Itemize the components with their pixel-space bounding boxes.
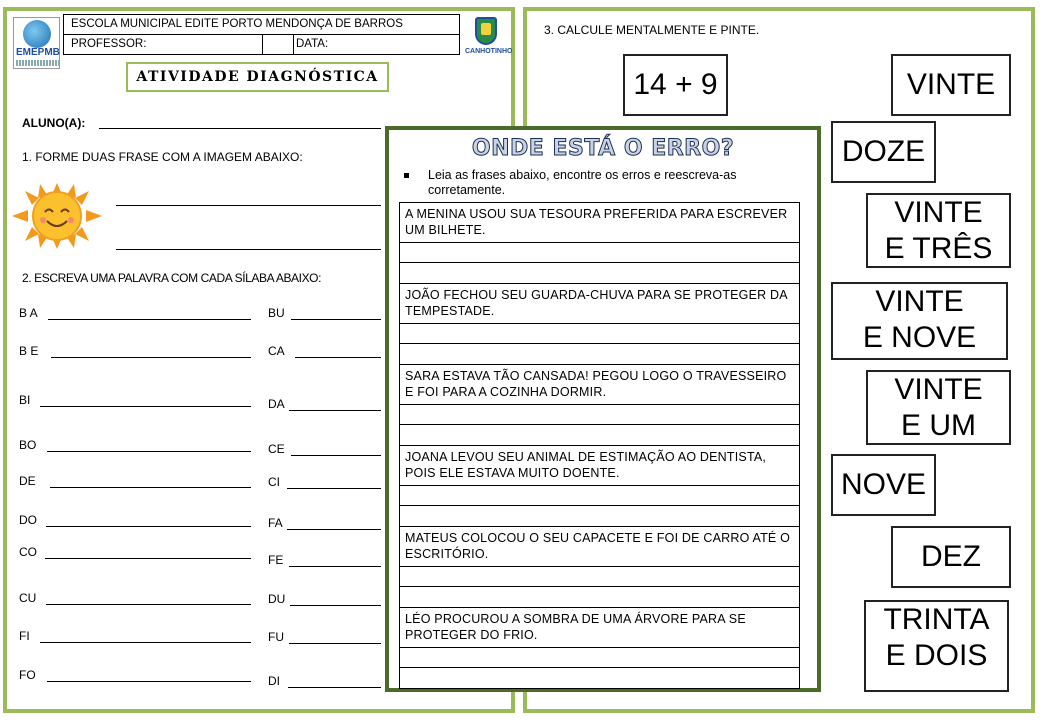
rewrite-line[interactable] <box>400 324 799 344</box>
answer-option-box[interactable] <box>831 454 936 516</box>
sentence-line-1[interactable] <box>116 205 381 206</box>
syllable-answer-line[interactable] <box>48 319 251 320</box>
sun-icon <box>12 183 102 249</box>
question-2: 2. ESCREVA UMA PALAVRA COM CADA SÍLABA ABAIXO: <box>22 271 322 285</box>
syllable-label: B E <box>19 344 39 358</box>
rewrite-line[interactable] <box>400 486 799 506</box>
bullet-icon <box>404 173 409 178</box>
syllable-label: DA <box>268 397 285 411</box>
answer-option-text: E DOIS <box>885 639 988 672</box>
answer-option-text: DEZ <box>921 540 981 573</box>
panel-title: ONDE ESTÁ O ERRO? <box>471 136 735 161</box>
syllable-answer-line[interactable] <box>40 642 251 643</box>
rewrite-line[interactable] <box>400 263 799 283</box>
date-label: DATA: <box>293 35 459 54</box>
syllable-answer-line[interactable] <box>289 410 381 411</box>
sentence-row <box>400 527 799 608</box>
syllable-label: CA <box>268 344 285 358</box>
syllable-label: DI <box>268 674 280 688</box>
school-logo <box>13 17 60 69</box>
sentence-row <box>400 203 799 284</box>
syllable-label: CE <box>268 442 285 456</box>
sentence-row <box>400 284 799 365</box>
logo-caption <box>16 60 59 66</box>
syllable-label: CO <box>19 545 37 559</box>
syllable-answer-line[interactable] <box>291 455 381 456</box>
professor-label: PROFESSOR: <box>64 35 263 54</box>
sentence-text: A MENINA USOU SUA TESOURA PREFERIDA PARA ESCREVER UM BILHETE. <box>400 203 799 243</box>
answer-option-box[interactable] <box>831 121 936 183</box>
syllable-label: CI <box>268 475 280 489</box>
city-logo <box>465 17 513 73</box>
answer-option-text: VINTE <box>875 285 964 318</box>
sentence-text: JOANA LEVOU SEU ANIMAL DE ESTIMAÇÃO AO DENTISTA, POIS ELE ESTAVA MUITO DOENTE. <box>400 446 799 486</box>
city-logo-text: CANHOTINHO <box>465 48 513 55</box>
shield-icon <box>475 17 497 45</box>
rewrite-line[interactable] <box>400 587 799 607</box>
syllable-label: CU <box>19 591 37 605</box>
syllable-answer-line[interactable] <box>47 681 251 682</box>
rewrite-line[interactable] <box>400 506 799 526</box>
answer-option-text: TRINTA <box>883 603 990 636</box>
syllable-label: B A <box>19 306 38 320</box>
answer-option-text: E TRÊS <box>884 232 993 265</box>
question-1: 1. FORME DUAS FRASE COM A IMAGEM ABAIXO: <box>22 150 303 164</box>
syllable-label: BU <box>268 306 285 320</box>
expression-box: 14 + 9 <box>623 54 728 116</box>
instruction-text: Leia as frases abaixo, encontre os erros e reescreva-as corretamente. <box>428 168 737 197</box>
syllable-answer-line[interactable] <box>50 487 251 488</box>
syllable-label: BO <box>19 438 37 452</box>
student-name-line[interactable] <box>99 128 381 129</box>
answer-option-text: DOZE <box>841 135 926 168</box>
answer-option-text: NOVE <box>840 468 927 501</box>
syllable-label: DE <box>19 474 36 488</box>
header-table <box>63 14 460 55</box>
syllable-answer-line[interactable] <box>289 566 381 567</box>
globe-icon <box>23 20 51 48</box>
syllable-label: BI <box>19 393 31 407</box>
answer-option-text: VINTE <box>894 373 983 406</box>
sentence-table <box>399 202 800 689</box>
syllable-answer-line[interactable] <box>288 687 381 688</box>
school-logo-text: EMEPMB <box>16 47 60 58</box>
syllable-label: FE <box>268 553 284 567</box>
student-label: ALUNO(A): <box>22 116 86 130</box>
syllable-label: DO <box>19 513 37 527</box>
rewrite-line[interactable] <box>400 668 799 688</box>
answer-option-text: E UM <box>901 409 976 442</box>
syllable-label: FU <box>268 630 284 644</box>
sentence-text: MATEUS COLOCOU O SEU CAPACETE E FOI DE CARRO ATÉ O ESCRITÓRIO. <box>400 527 799 567</box>
syllable-answer-line[interactable] <box>287 488 381 489</box>
syllable-answer-line[interactable] <box>287 529 381 530</box>
question-3: 3. CALCULE MENTALMENTE E PINTE. <box>544 23 760 37</box>
syllable-answer-line[interactable] <box>40 406 251 407</box>
rewrite-line[interactable] <box>400 567 799 587</box>
answer-option-box[interactable] <box>866 193 1011 268</box>
answer-option-box[interactable] <box>864 600 1009 692</box>
syllable-answer-line[interactable] <box>45 558 251 559</box>
answer-option-text: VINTE <box>906 68 996 101</box>
rewrite-line[interactable] <box>400 648 799 668</box>
sentence-row <box>400 608 799 688</box>
school-name: ESCOLA MUNICIPAL EDITE PORTO MENDONÇA DE BARROS <box>64 15 459 35</box>
sentence-text: SARA ESTAVA TÃO CANSADA! PEGOU LOGO O TRAVESSEIRO E FOI PARA A COZINHA DORMIR. <box>400 365 799 405</box>
rewrite-line[interactable] <box>400 243 799 263</box>
answer-option-text: VINTE <box>894 196 983 229</box>
answer-option-text: E NOVE <box>862 321 977 354</box>
syllable-label: FO <box>19 668 36 682</box>
sentence-text: LÉO PROCUROU A SOMBRA DE UMA ÁRVORE PARA SE PROTEGER DO FRIO. <box>400 608 799 648</box>
find-the-error-panel <box>385 126 821 692</box>
syllable-label: DU <box>268 592 286 606</box>
answer-option-box[interactable] <box>831 282 1008 360</box>
answer-option-box[interactable] <box>891 54 1011 116</box>
page-title: ATIVIDADE DIAGNÓSTICA <box>126 62 389 92</box>
syllable-answer-line[interactable] <box>295 357 381 358</box>
syllable-label: FI <box>19 629 30 643</box>
sentence-row <box>400 446 799 527</box>
sentence-row <box>400 365 799 446</box>
rewrite-line[interactable] <box>400 425 799 445</box>
rewrite-line[interactable] <box>400 405 799 425</box>
instruction <box>404 168 804 198</box>
syllable-answer-line[interactable] <box>46 526 251 527</box>
sentence-text: JOÃO FECHOU SEU GUARDA-CHUVA PARA SE PROTEGER DA TEMPESTADE. <box>400 284 799 324</box>
syllable-answer-line[interactable] <box>51 357 251 358</box>
syllable-answer-line[interactable] <box>47 451 251 452</box>
syllable-answer-line[interactable] <box>291 319 381 320</box>
rewrite-line[interactable] <box>400 344 799 364</box>
sentence-line-2[interactable] <box>116 249 381 250</box>
syllable-answer-line[interactable] <box>289 643 381 644</box>
syllable-answer-line[interactable] <box>46 604 251 605</box>
answer-option-box[interactable] <box>891 526 1011 588</box>
syllable-answer-line[interactable] <box>290 605 381 606</box>
answer-option-box[interactable] <box>866 370 1011 445</box>
syllable-label: FA <box>268 516 283 530</box>
